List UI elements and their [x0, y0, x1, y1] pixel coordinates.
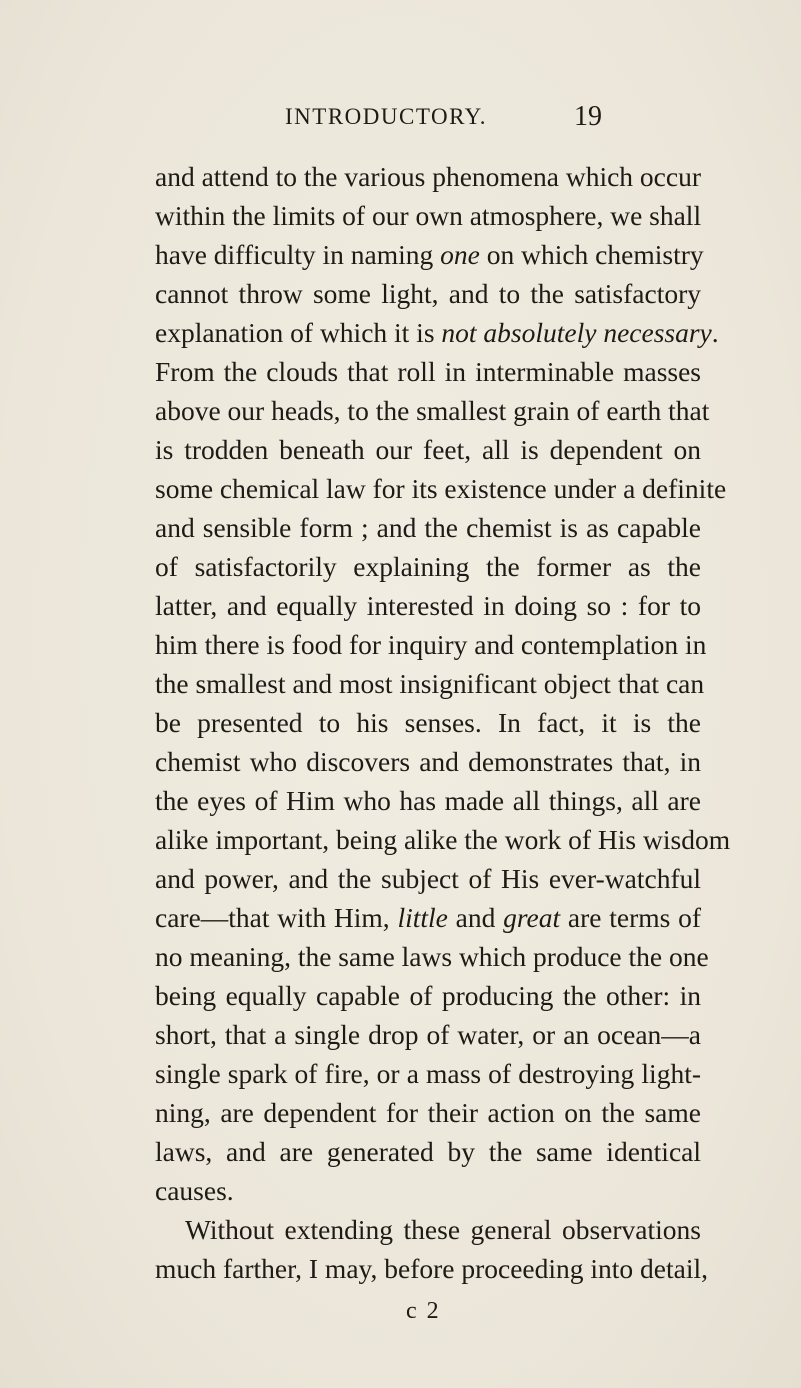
text-line: ning, are dependent for their action on the same — [155, 1097, 701, 1128]
text-line: him there is food for inquiry and contemplation in — [155, 629, 707, 660]
text-line: much farther, I may, before proceeding into detail, — [155, 1253, 708, 1284]
text-line: explanation of which it is not absolutely necessary. — [155, 317, 719, 348]
text-line: be presented to his senses. In fact, it is the — [155, 707, 701, 738]
text-line: is trodden beneath our feet, all is dependent on — [155, 434, 701, 465]
text-line: short, that a single drop of water, or an ocean—a — [155, 1019, 701, 1050]
text-line: being equally capable of producing the other: in — [155, 980, 701, 1011]
text-line: the smallest and most insignificant object that can — [155, 668, 705, 699]
signature-mark: c 2 — [406, 1298, 441, 1324]
text-line: single spark of fire, or a mass of destroying light- — [155, 1058, 701, 1089]
text-line: within the limits of our own atmosphere, we shall — [155, 200, 702, 231]
text-line: alike important, being alike the work of His wisdom — [155, 824, 731, 855]
text-line: From the clouds that roll in interminable masses — [155, 356, 701, 387]
text-line: cannot throw some light, and to the satisfactory — [155, 278, 701, 309]
text-line: above our heads, to the smallest grain of earth that — [155, 395, 710, 426]
text-line: causes. — [155, 1175, 234, 1206]
running-title: INTRODUCTORY. — [285, 104, 488, 129]
text-line: of satisfactorily explaining the former as the — [155, 551, 701, 582]
text-line: the eyes of Him who has made all things, all are — [155, 785, 701, 816]
text-line: laws, and are generated by the same identical — [155, 1136, 701, 1167]
text-line: no meaning, the same laws which produce the one — [155, 941, 709, 972]
text-line: latter, and equally interested in doing so : for to — [155, 590, 701, 621]
text-line: some chemical law for its existence under a definite — [155, 473, 727, 504]
text-line: Without extending these general observations — [185, 1214, 701, 1245]
text-line: and power, and the subject of His ever-watchful — [155, 863, 701, 894]
text-line: and attend to the various phenomena which occur — [155, 161, 701, 192]
text-line: chemist who discovers and demonstrates that, in — [155, 746, 701, 777]
page-number: 19 — [574, 101, 602, 132]
text-line: care—that with Him, little and great are terms of — [155, 902, 701, 933]
text-line: have difficulty in naming one on which chemistry — [155, 239, 704, 270]
running-head — [0, 101, 801, 134]
text-line: and sensible form ; and the chemist is as capable — [155, 512, 701, 543]
